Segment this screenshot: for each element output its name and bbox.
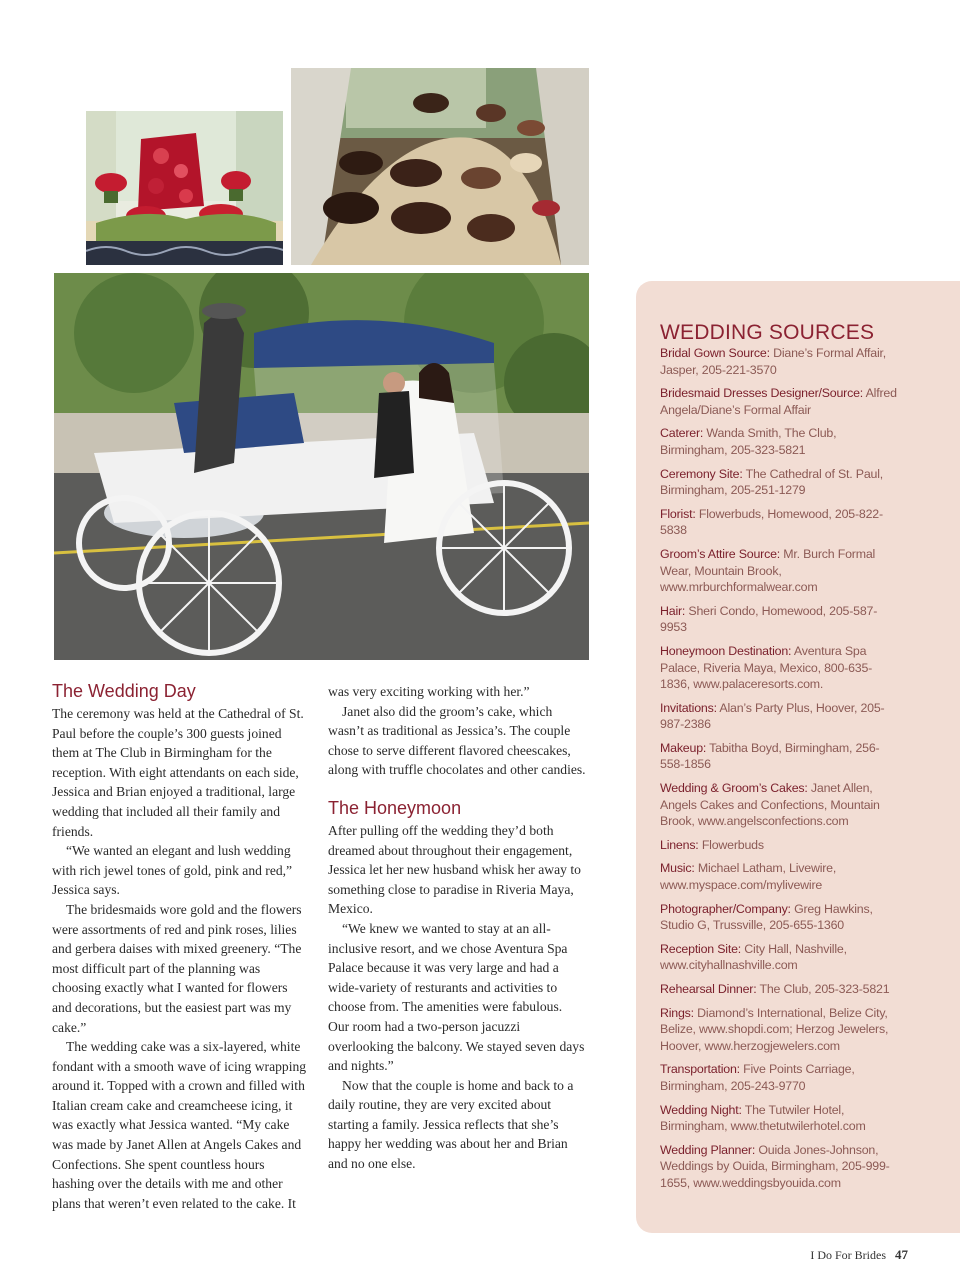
article-paragraph: Now that the couple is home and back to a daily routine, they are very excited about starting a family. Jessica reflects that she’s happy her wedding was about her and Brian and no one else. <box>328 1077 574 1172</box>
section-title-honeymoon: The Honeymoon <box>328 797 462 818</box>
source-label: Rings: <box>660 1005 694 1020</box>
source-item <box>660 860 902 893</box>
source-item <box>660 780 902 830</box>
source-label: Wedding & Groom’s Cakes: <box>660 781 808 796</box>
source-label: Ceremony Site: <box>660 466 743 481</box>
source-item <box>660 1005 902 1055</box>
source-item <box>660 1061 902 1094</box>
source-value: Flowerbuds <box>701 837 764 852</box>
article-paragraph: The bridesmaids wore gold and the flowers were assortments of red and pink roses, lilies and gerbera daises with mixed greenery. “The most difficult part of the planning was choosing exactly what I wanted for flowers and decorations, but the easiest part was my cake.” <box>52 901 302 1035</box>
source-item <box>660 345 902 378</box>
article-paragraph: The ceremony was held at the Cathedral of St. Paul before the couple’s 300 guests joined them at The Club in Birmingham for the reception. With eight attendants on each side, Jessica and Brian enjoyed a traditional, large wedding that included all their family and friends. <box>52 706 304 839</box>
source-label: Photographer/Company: <box>660 901 791 916</box>
source-label: Reception Site: <box>660 941 742 956</box>
source-value: Greg Hawkins, Studio G, Trussville, 205-655-1360 <box>660 901 873 933</box>
source-item <box>660 1142 902 1192</box>
source-label: Invitations: <box>660 700 717 715</box>
page-number: 47 <box>895 1247 908 1262</box>
article-column-2 <box>328 682 586 1174</box>
source-item <box>660 546 902 596</box>
source-item <box>660 941 902 974</box>
source-label: Wedding Planner: <box>660 1142 756 1157</box>
source-item <box>660 837 902 854</box>
source-label: Transportation: <box>660 1062 740 1077</box>
publication-name: I Do For Brides <box>810 1248 886 1262</box>
source-item <box>660 385 902 418</box>
wedding-sources-title: WEDDING SOURCES <box>660 321 875 344</box>
source-value: Aventura Spa Palace, Riveria Maya, Mexico, 800-635-1836, www.palaceresorts.com. <box>660 643 873 692</box>
source-value: City Hall, Nashville, www.cityhallnashville.com <box>660 941 847 973</box>
source-item <box>660 603 902 636</box>
source-item <box>660 425 902 458</box>
source-label: Wedding Night: <box>660 1102 742 1117</box>
source-item <box>660 700 902 733</box>
source-label: Caterer: <box>660 426 704 441</box>
article-paragraph: “We wanted an elegant and lush wedding with rich jewel tones of gold, pink and red,” Jessica says. <box>52 843 293 898</box>
source-item <box>660 466 902 499</box>
wedding-sources-panel <box>636 281 960 1233</box>
source-value: Tabitha Boyd, Birmingham, 256-558-1856 <box>660 740 880 772</box>
source-value: Flowerbuds, Homewood, 205-822-5838 <box>660 506 883 538</box>
source-value: Janet Allen, Angels Cakes and Confections, Mountain Brook, www.angelsconfections.com <box>660 781 880 829</box>
source-value: The Tutwiler Hotel, Birmingham, www.thetutwilerhotel.com <box>660 1102 866 1134</box>
article-paragraph: After pulling off the wedding they’d both dreamed about throughout their engagement, Jessica let her new husband whisk her away to something close to paradise in Riveria Maya, Mexico. <box>328 822 581 917</box>
source-item <box>660 740 902 773</box>
source-item <box>660 506 902 539</box>
sources-list <box>660 345 902 1192</box>
source-item <box>660 981 902 998</box>
article-paragraph: “We knew we wanted to stay at an all-inclusive resort, and we chose Aventura Spa Palace because it was very large and had a wide-variety of resturants and activities to choose from. The amenities were fabulous. Our room had a two-person jacuzzi overlooking the balcony. We stayed seven days and nights.” <box>328 920 585 1074</box>
source-value: The Club, 205-323-5821 <box>759 982 890 996</box>
source-value: Ouida Jones-Johnson, Weddings by Ouida, Birmingham, 205-999-1655, www.weddingsbyouida.com <box>660 1142 890 1190</box>
page-footer <box>810 1247 908 1263</box>
source-label: Rehearsal Dinner: <box>660 982 757 996</box>
source-item <box>660 1102 902 1135</box>
source-label: Music: <box>660 861 695 876</box>
source-value: Michael Latham, Livewire, www.myspace.com/mylivewire <box>660 861 837 893</box>
source-value: Diamond’s International, Belize City, Belize, www.shopdi.com; Herzog Jewelers, Hoover, www.herzogjewelers.com <box>660 1005 889 1053</box>
source-value: The Cathedral of St. Paul, Birmingham, 205-251-1279 <box>660 466 883 498</box>
source-label: Florist: <box>660 506 696 521</box>
source-value: Mr. Burch Formal Wear, Mountain Brook, www.mrburchformalwear.com <box>660 546 876 595</box>
source-value: Five Points Carriage, Birmingham, 205-243-9770 <box>660 1062 855 1093</box>
source-value: Alfred Angela/Diane’s Formal Affair <box>660 386 897 417</box>
source-label: Groom’s Attire Source: <box>660 546 781 561</box>
source-label: Bridesmaid Dresses Designer/Source: <box>660 386 864 401</box>
article-paragraph: Janet also did the groom’s cake, which wasn’t as traditional as Jessica’s. The couple chose to serve different flavored cheescakes, along with truffle chocolates and other candies. <box>328 703 586 778</box>
article-column-1 <box>52 679 310 1213</box>
article-paragraph: The wedding cake was a six-layered, white fondant with a smooth wave of icing wrapping around it. Topped with a crown and filled with Italian cream cake and creamcheese icing, it was exactly what Jessica wanted. “My cake was made by Janet Allen at Angels Cakes and Confections. She spent countless hours hashing over the details with me and other plans that weren’t even related to the cake. It <box>52 1039 307 1211</box>
flower-cake-display-photo <box>86 111 283 265</box>
source-label: Bridal Gown Source: <box>660 346 770 360</box>
source-item <box>660 643 902 693</box>
source-label: Hair: <box>660 603 686 618</box>
source-label: Honeymoon Destination: <box>660 643 792 658</box>
source-value: Wanda Smith, The Club, Birmingham, 205-323-5821 <box>660 426 837 457</box>
article-paragraph: was very exciting working with her.” <box>328 684 530 699</box>
source-value: Sheri Condo, Homewood, 205-587-9953 <box>660 603 878 635</box>
source-value: Diane’s Formal Affair, Jasper, 205-221-3570 <box>660 346 886 377</box>
dessert-table-photo <box>291 68 589 265</box>
horse-carriage-photo <box>54 273 589 660</box>
source-label: Linens: <box>660 837 699 852</box>
section-title-wedding-day: The Wedding Day <box>52 681 196 701</box>
source-item <box>660 901 902 934</box>
source-value: Alan’s Party Plus, Hoover, 205-987-2386 <box>660 700 885 732</box>
source-label: Makeup: <box>660 740 707 755</box>
